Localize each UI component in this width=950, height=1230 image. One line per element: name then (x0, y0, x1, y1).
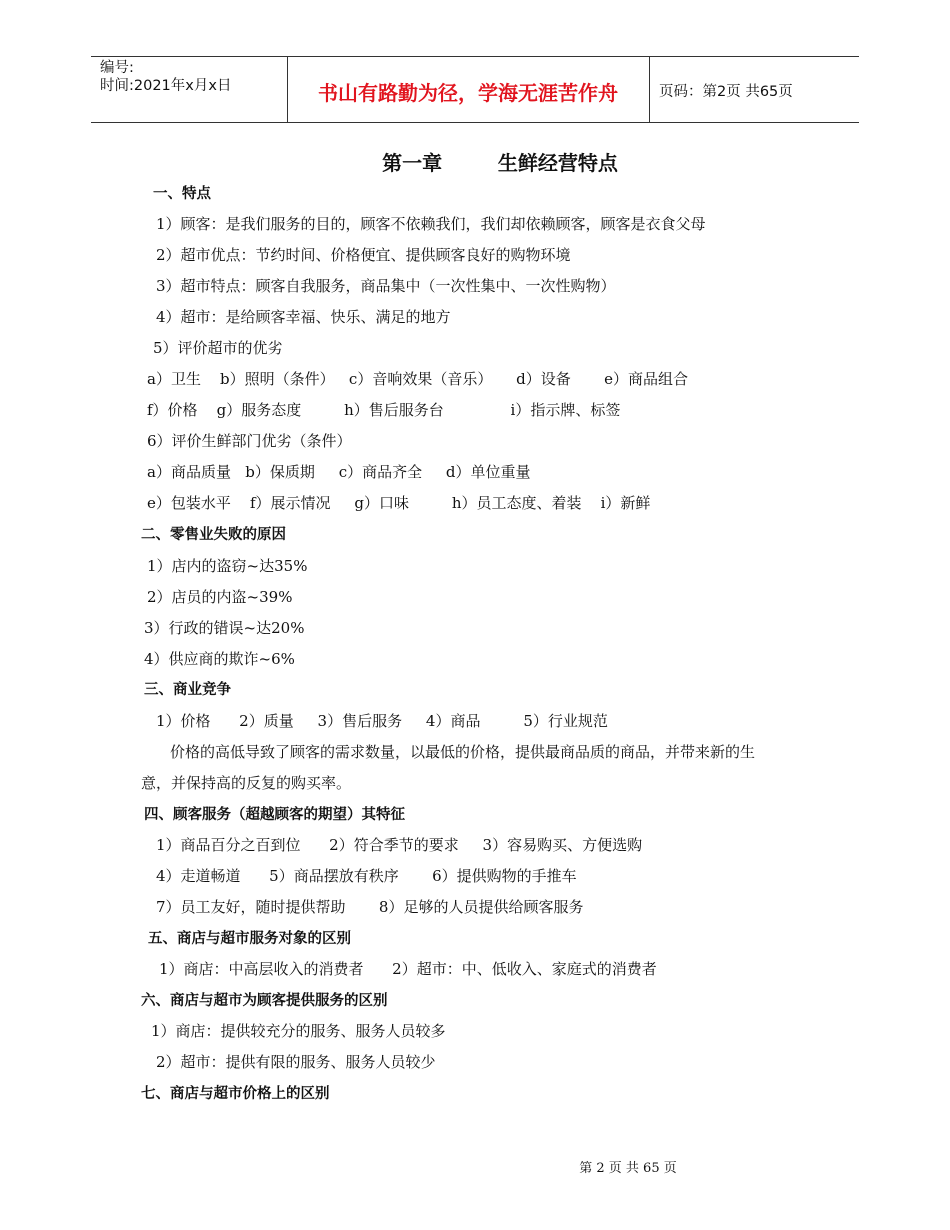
text-line: 1）商店：中高层收入的消费者 2）超市：中、低收入、家庭式的消费者 (159, 960, 657, 978)
section-heading: 一、特点 (153, 186, 211, 202)
section-heading: 三、商业竞争 (144, 682, 231, 698)
chapter-title: 第一章 生鲜经营特点 (382, 151, 618, 175)
text-line: 4）供应商的欺诈~6% (144, 650, 295, 668)
section-heading: 二、零售业失败的原因 (141, 527, 286, 543)
section-heading: 五、商店与超市服务对象的区别 (148, 931, 351, 947)
text-line: 1）商店：提供较充分的服务、服务人员较多 (151, 1022, 446, 1040)
text-line: 6）评价生鲜部门优劣（条件） (147, 432, 352, 450)
section-heading: 七、商店与超市价格上的区别 (141, 1086, 330, 1102)
header-motto: 书山有路勤为径，学海无涯苦作舟 (318, 81, 618, 105)
header-time-label: 时间:2021年x月x日 (100, 78, 232, 94)
text-line: 1）顾客：是我们服务的目的，顾客不依赖我们，我们却依赖顾客，顾客是衣食父母 (156, 215, 706, 233)
header-page-code: 页码：第2页 共65页 (659, 84, 793, 100)
text-line: 1）店内的盗窃~达35% (147, 557, 308, 575)
header-bottom-rule (91, 122, 859, 123)
text-line: 4）走道畅道 5）商品摆放有秩序 6）提供购物的手推车 (156, 867, 577, 885)
text-line: e）包装水平 f）展示情况 g）口味 h）员工态度、着装 i）新鲜 (147, 494, 651, 512)
header-divider-right (649, 56, 650, 122)
text-line: 意，并保持高的反复的购买率。 (141, 774, 352, 792)
header-number-label: 编号: (100, 60, 134, 76)
text-line: 1）商品百分之百到位 2）符合季节的要求 3）容易购买、方便选购 (156, 836, 643, 854)
page-footer: 第 2 页 共 65 页 (579, 1161, 677, 1176)
text-line: 4）超市：是给顾客幸福、快乐、满足的地方 (156, 308, 451, 326)
header-top-rule (91, 56, 859, 57)
text-line: 3）超市特点：顾客自我服务，商品集中（一次性集中、一次性购物） (156, 277, 616, 295)
text-line: a）卫生 b）照明（条件） c）音响效果（音乐） d）设备 e）商品组合 (147, 370, 689, 388)
text-line: 2）超市：提供有限的服务、服务人员较少 (156, 1053, 436, 1071)
text-line: 价格的高低导致了顾客的需求数量，以最低的价格，提供最商品质的商品，并带来新的生 (170, 743, 756, 761)
text-line: 2）超市优点：节约时间、价格便宜、提供顾客良好的购物环境 (156, 246, 571, 264)
section-heading: 六、商店与超市为顾客提供服务的区别 (141, 993, 388, 1009)
text-line: f）价格 g）服务态度 h）售后服务台 i）指示牌、标签 (147, 401, 621, 419)
text-line: 2）店员的内盗~39% (147, 588, 293, 606)
text-line: 1）价格 2）质量 3）售后服务 4）商品 5）行业规范 (156, 712, 608, 730)
text-line: 7）员工友好，随时提供帮助 8）足够的人员提供给顾客服务 (156, 898, 584, 916)
text-line: 3）行政的错误~达20% (144, 619, 305, 637)
header-meta (100, 59, 231, 95)
text-line: 5）评价超市的优劣 (153, 339, 283, 357)
text-line: a）商品质量 b）保质期 c）商品齐全 d）单位重量 (147, 463, 531, 481)
section-heading: 四、顾客服务（超越顾客的期望）其特征 (144, 807, 405, 823)
